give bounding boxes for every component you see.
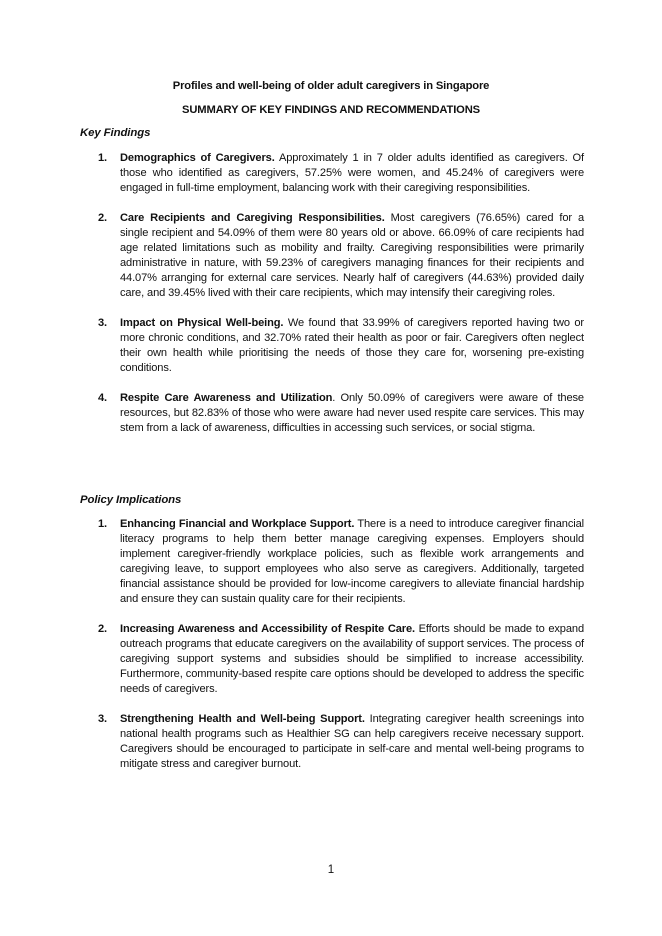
policy-implications-list (98, 517, 584, 787)
document-subtitle: SUMMARY OF KEY FINDINGS AND RECOMMENDATIONS (182, 104, 480, 116)
policy-implications-heading: Policy Implications (80, 494, 182, 506)
finding-item-1 (98, 151, 584, 196)
key-findings-list (98, 151, 584, 451)
finding-number: 3. (98, 317, 108, 329)
policy-item-2 (98, 622, 584, 697)
finding-lead: Respite Care Awareness and Utilization (120, 392, 333, 404)
policy-number: 1. (98, 518, 108, 530)
policy-lead: Strengthening Health and Well-being Support. (120, 713, 365, 725)
finding-item-2 (98, 211, 584, 301)
finding-item-4 (98, 391, 584, 436)
finding-text: Approximately 1 in 7 older adults identified as caregivers. Of those who identified as caregivers, 57.25% were women, and 45.24% of caregivers were engaged in full-time employment, balancing work with their caregiving responsibilities. (120, 152, 584, 194)
policy-item-3 (98, 712, 584, 772)
finding-lead: Impact on Physical Well-being. (120, 317, 284, 329)
policy-lead: Increasing Awareness and Accessibility of Respite Care. (120, 623, 415, 635)
policy-number: 3. (98, 713, 108, 725)
policy-item-1 (98, 517, 584, 607)
finding-lead: Care Recipients and Caregiving Responsibilities. (120, 212, 385, 224)
key-findings-heading: Key Findings (80, 127, 151, 139)
finding-text: We found that 33.99% of caregivers reported having two or more chronic conditions, and 32.70% rated their health as poor or fair. Caregivers often neglect their own health while prioritising the needs of those they care for, worsening pre-existing conditions. (120, 317, 584, 374)
finding-number: 4. (98, 392, 108, 404)
policy-number: 2. (98, 623, 108, 635)
policy-text: There is a need to introduce caregiver financial literacy programs to help them better manage caregiving expenses. Employers should implement caregiver-friendly workplace policies, such as flexible work arrangements and caregiving leave, to support employees who also serve as caregivers. Additionally, targeted financial assistance should be provided for low-income caregivers to alleviate financial hardship and ensure they can sustain quality care for their recipients. (120, 518, 584, 605)
finding-item-3 (98, 316, 584, 376)
policy-text: Integrating caregiver health screenings into national health programs such as Healthier SG can help caregivers receive necessary support. Caregivers should be encouraged to participate in self-care and mental well-being programs to mitigate stress and caregiver burnout. (120, 713, 585, 770)
document-title: Profiles and well-being of older adult caregivers in Singapore (172, 80, 490, 92)
page-number: 1 (327, 864, 335, 876)
finding-number: 2. (98, 212, 108, 224)
finding-number: 1. (98, 152, 108, 164)
finding-text: . Only 50.09% of caregivers were aware of these resources, but 82.83% of those who were aware had never used respite care services. This may stem from a lack of awareness, difficulties in accessing such services, or social stigma. (120, 392, 584, 434)
policy-text: Efforts should be made to expand outreach programs that educate caregivers on the availability of support services. The process of caregiving support systems and subsidies should be simplified to increase accessibility. Furthermore, community-based respite care options should be developed to address the specific needs of caregivers. (120, 623, 584, 695)
finding-text: Most caregivers (76.65%) cared for a single recipient and 54.09% of them were 80 years old or above. 66.09% of care recipients had age related limitations such as mobility and frailty. Caregiving responsibilities were primarily administrative in nature, with 59.23% of caregivers managing finances for their recipients and 44.07% arranging for external care services. Nearly half of caregivers (44.63%) provided daily care, and 39.45% lived with their care recipients, which may intensify their caregiving roles. (120, 212, 584, 299)
policy-lead: Enhancing Financial and Workplace Support. (120, 518, 355, 530)
finding-lead: Demographics of Caregivers. (120, 152, 275, 164)
